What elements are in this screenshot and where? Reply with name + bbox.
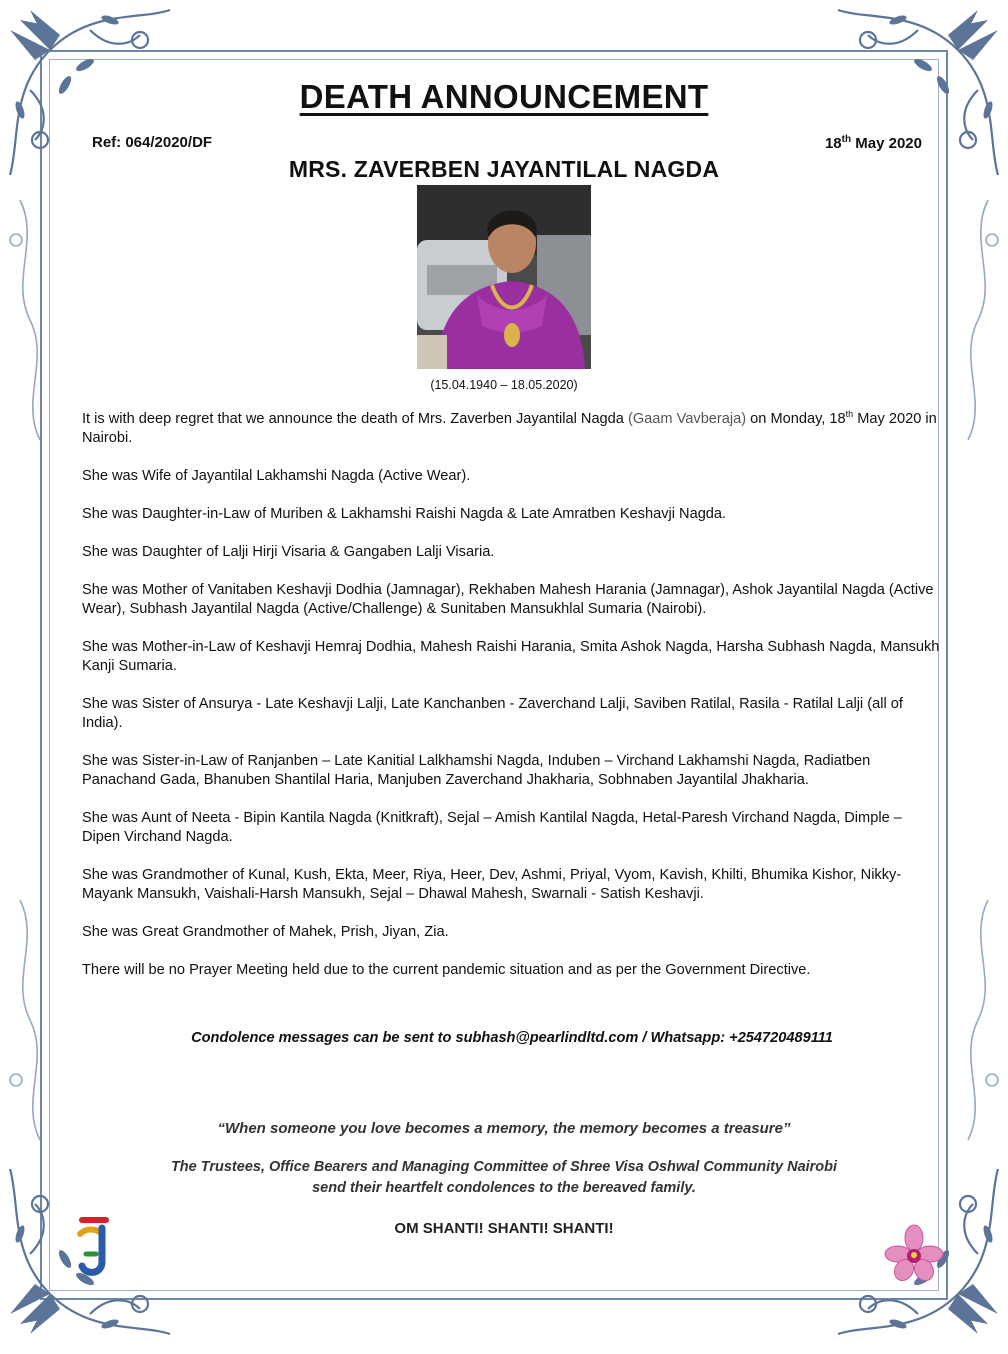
om-shanti: OM SHANTI! SHANTI! SHANTI!	[394, 1220, 614, 1237]
paragraph-grandmother: She was Grandmother of Kunal, Kush, Ekta, Meer, Riya, Heer, Dev, Ashmi, Priyal, Vyom, Kavish, Khilti, Bhumika Kishor, Nikky-Mayank Mansukh, Vaishali-Harsh Mansukh, Sejal – Dhawal Mahesh, Swarnali - Satish Keshavji.	[82, 867, 902, 902]
paragraph-daughter-in-law: She was Daughter-in-Law of Muriben & Lakhamshi Raishi Nagda & Late Amratben Keshavji Nagda.	[82, 506, 727, 522]
paragraph-daughter: She was Daughter of Lalji Hirji Visaria & Gangaben Lalji Visaria.	[82, 544, 495, 560]
trustees-message	[0, 1157, 1008, 1199]
deceased-name: MRS. ZAVERBEN JAYANTILAL NAGDA	[288, 156, 720, 182]
portrait-photo	[417, 185, 591, 369]
paragraph-sister-in-law: She was Sister-in-Law of Ranjanben – Late Kanitial Lalkhamshi Nagda, Induben – Virchand Lakhamshi Nagda, Radiatben Panachand Gada, Bhanuben Shantilal Haria, Manjuben Zaverchand Jhakharia, Sobhnaben Jayantilal Jhakharia.	[82, 753, 871, 788]
paragraph-great-grandmother: She was Great Grandmother of Mahek, Prish, Jiyan, Zia.	[82, 924, 449, 940]
paragraph-aunt: She was Aunt of Neeta - Bipin Kantila Nagda (Knitkraft), Sejal – Amish Kantilal Nagda, Hetal-Paresh Virchand Nagda, Dimple – Dipen Virchand Nagda.	[82, 810, 902, 845]
paragraph-prayer-meeting: There will be no Prayer Meeting held due to the current pandemic situation and as per the Government Directive.	[82, 962, 811, 978]
page-title: DEATH ANNOUNCEMENT	[299, 78, 709, 115]
community-logo-icon	[76, 1214, 118, 1282]
memorial-quote: “When someone you love becomes a memory, the memory becomes a treasure”	[217, 1120, 791, 1137]
orchid-flower-icon	[884, 1224, 944, 1284]
trustees-line-2: send their heartfelt condolences to the bereaved family.	[312, 1180, 696, 1196]
condolence-contact: Condolence messages can be sent to subhash@pearlindltd.com / Whatsapp: +254720489111	[191, 1030, 833, 1046]
announcement-body	[82, 410, 942, 999]
paragraph-sister: She was Sister of Ansurya - Late Keshavji Lalji, Late Kanchanben - Zaverchand Lalji, Saviben Ratilal, Rasila - Ratilal Lalji (all of India).	[82, 696, 903, 731]
paragraph-wife: She was Wife of Jayantilal Lakhamshi Nagda (Active Wear).	[82, 468, 471, 484]
life-dates: (15.04.1940 – 18.05.2020)	[430, 378, 578, 392]
intro-paragraph: It is with deep regret that we announce the death of Mrs. Zaverben Jayantilal Nagda (Gaam Vavberaja) on Monday, 18th May 2020 in Nairobi.	[82, 409, 937, 446]
paragraph-mother-in-law: She was Mother-in-Law of Keshavji Hemraj Dodhia, Mahesh Raishi Harania, Smita Ashok Nagda, Harsha Subhash Nagda, Mansukh Kanji Sumaria.	[82, 639, 940, 674]
reference-number: Ref: 064/2020/DF	[92, 134, 213, 151]
paragraph-mother: She was Mother of Vanitaben Keshavji Dodhia (Jamnagar), Rekhaben Mahesh Harania (Jamnagar), Ashok Jayantilal Nagda (Active Wear), Subhash Jayantilal Nagda (Active/Challenge) & Sunitaben Mansukhlal Sumaria (Nairobi).	[82, 582, 934, 617]
announcement-date: 18th May 2020	[824, 134, 922, 152]
trustees-line-1: The Trustees, Office Bearers and Managing Committee of Shree Visa Oshwal Community Nairobi	[170, 1159, 838, 1175]
